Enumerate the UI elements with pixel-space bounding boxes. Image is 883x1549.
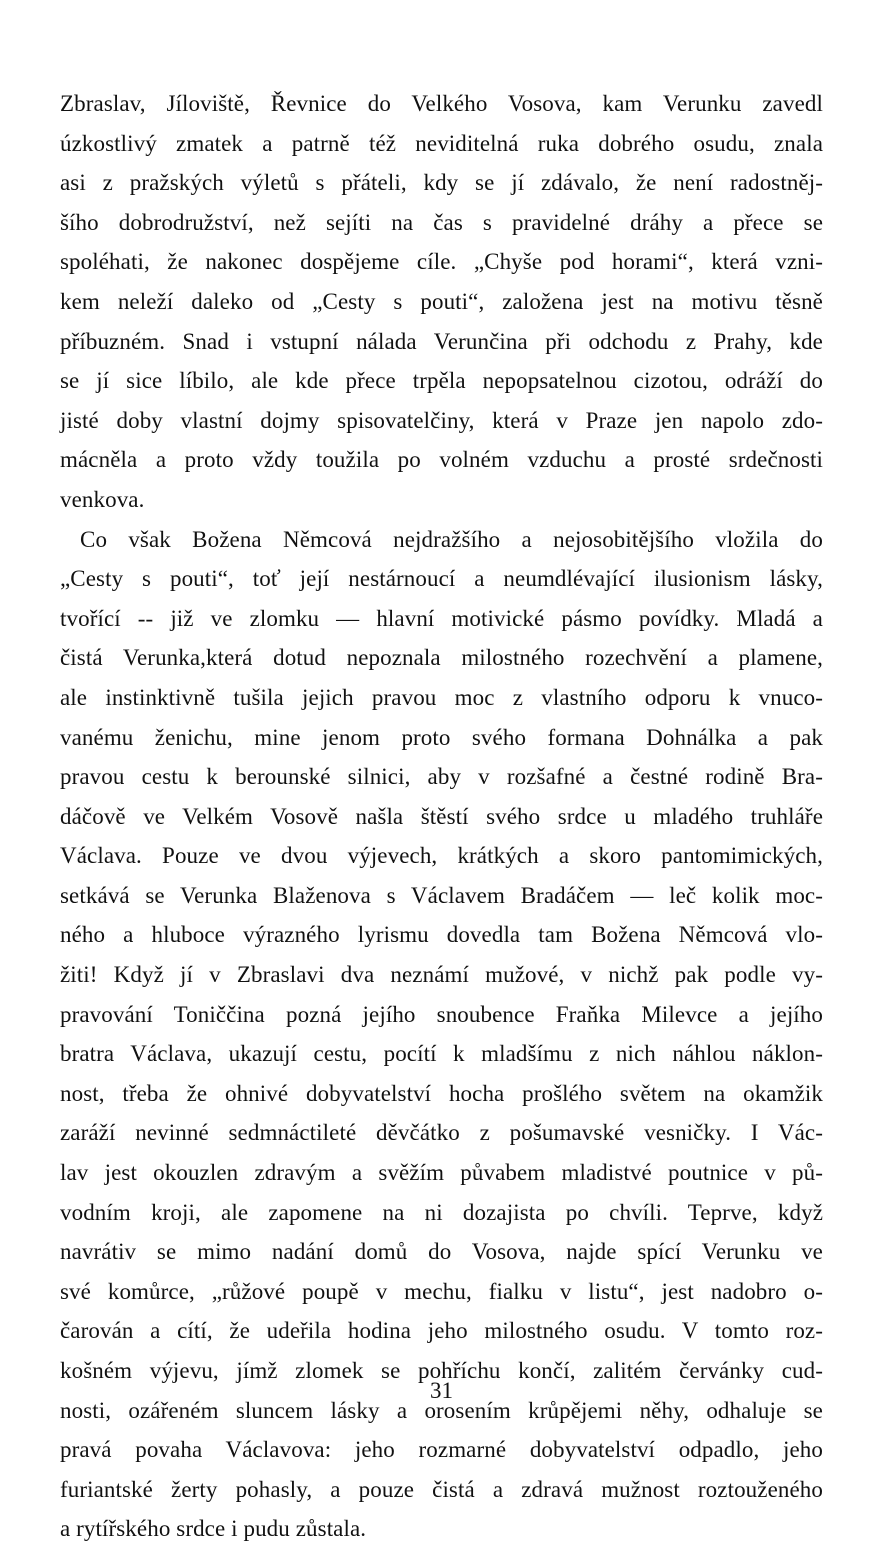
text-line: úzkostlivý zmatek a patrně též neviditelná ruka dobrého osudu, znala bbox=[60, 130, 823, 156]
text-line: furiantské žerty pohasly, a pouze čistá a zdravá mužnost roztouženého bbox=[60, 1476, 823, 1502]
text-line: zaráží nevinné sedmnáctileté děvčátko z pošumavské vesničky. I Vác- bbox=[60, 1120, 823, 1146]
text-line: příbuzném. Snad i vstupní nálada Verunčina při odchodu z Prahy, kde bbox=[60, 328, 823, 354]
text-line: vodním kroji, ale zapomene na ni dozajista po chvíli. Teprve, když bbox=[60, 1199, 823, 1225]
text-line: lav jest okouzlen zdravým a svěžím půvabem mladistvé poutnice v pů- bbox=[60, 1160, 823, 1186]
text-line: Co však Božena Němcová nejdražšího a nejosobitějšího vložila do bbox=[80, 526, 823, 552]
text-line: navrátiv se mimo nadání domů do Vosova, najde spící Verunku ve bbox=[60, 1239, 823, 1265]
text-line: ale instinktivně tušila jejich pravou moc z vlastního odporu k vnuco- bbox=[60, 684, 823, 710]
text-line: tvořící -- již ve zlomku — hlavní motivické pásmo povídky. Mladá a bbox=[60, 605, 823, 631]
text-line: bratra Václava, ukazují cestu, pocítí k mladšímu z nich náhlou náklon- bbox=[60, 1041, 823, 1067]
page-number: 31 bbox=[430, 1378, 453, 1403]
text-line: pravování Toniččina pozná jejího snoubence Fraňka Milevce a jejího bbox=[60, 1001, 823, 1027]
text-line: „Cesty s pouti“, toť její nestárnoucí a neumdlévající ilusionism lásky, bbox=[60, 566, 823, 592]
text-line: dáčově ve Velkém Vosově našla štěstí svého srdce u mladého truhláře bbox=[60, 803, 823, 829]
text-line: venkova. bbox=[60, 486, 145, 512]
text-line: žiti! Když jí v Zbraslavi dva neznámí mužové, v nichž pak podle vy- bbox=[60, 962, 823, 988]
text-line: pravá povaha Václavova: jeho rozmarné dobyvatelství odpadlo, jeho bbox=[60, 1437, 823, 1463]
text-line: asi z pražských výletů s přáteli, kdy se jí zdávalo, že není radostněj- bbox=[60, 170, 823, 196]
text-line: nost, třeba že ohnivé dobyvatelství hocha prošlého světem na okamžik bbox=[60, 1080, 823, 1106]
text-line: pravou cestu k berounské silnici, aby v rozšafné a čestné rodině Bra- bbox=[60, 764, 823, 790]
text-line: košném výjevu, jímž zlomek se pohříchu končí, zalitém červánky cud- bbox=[60, 1358, 823, 1383]
text-line: ného a hluboce výrazného lyrismu dovedla tam Božena Němcová vlo- bbox=[60, 922, 823, 948]
text-line: Václava. Pouze ve dvou výjevech, krátkých a skoro pantomimických, bbox=[60, 843, 823, 869]
text-line: setkává se Verunka Blaženova s Václavem Bradáčem — leč kolik moc- bbox=[60, 882, 823, 908]
text-line: spoléhati, že nakonec dospějeme cíle. „Chyše pod horami“, která vzni- bbox=[60, 249, 823, 275]
text-line: šího dobrodružství, než sejíti na čas s pravidelné dráhy a přece se bbox=[60, 209, 823, 235]
text-line: čarován a cítí, že udeřila hodina jeho milostného osudu. V tomto roz- bbox=[60, 1318, 823, 1344]
text-line: se jí sice líbilo, ale kde přece trpěla nepopsatelnou cizotou, odráží do bbox=[60, 368, 823, 394]
text-line: a rytířského srdce i pudu zůstala. bbox=[60, 1516, 367, 1542]
text-line: své komůrce, „růžové poupě v mechu, fialku v listu“, jest nadobro o- bbox=[60, 1278, 823, 1304]
text-line: vanému ženichu, mine jenom proto svého formana Dohnálka a pak bbox=[60, 724, 823, 750]
text-line: mácněla a proto vždy toužila po volném vzduchu a prosté srdečnosti bbox=[60, 447, 823, 473]
text-line: jisté doby vlastní dojmy spisovatelčiny, která v Praze jen napolo zdo- bbox=[60, 407, 823, 433]
body-text bbox=[60, 84, 823, 1549]
text-line: nosti, ozářeném sluncem lásky a orosením krůpějemi něhy, odhaluje se bbox=[60, 1397, 823, 1423]
text-line: čistá Verunka,která dotud nepoznala milostného rozechvění a plamene, bbox=[60, 645, 823, 671]
text-line: kem neleží daleko od „Cesty s pouti“, založena jest na motivu těsně bbox=[60, 288, 823, 314]
text-line: Zbraslav, Jíloviště, Řevnice do Velkého Vosova, kam Verunku zavedl bbox=[60, 91, 823, 116]
